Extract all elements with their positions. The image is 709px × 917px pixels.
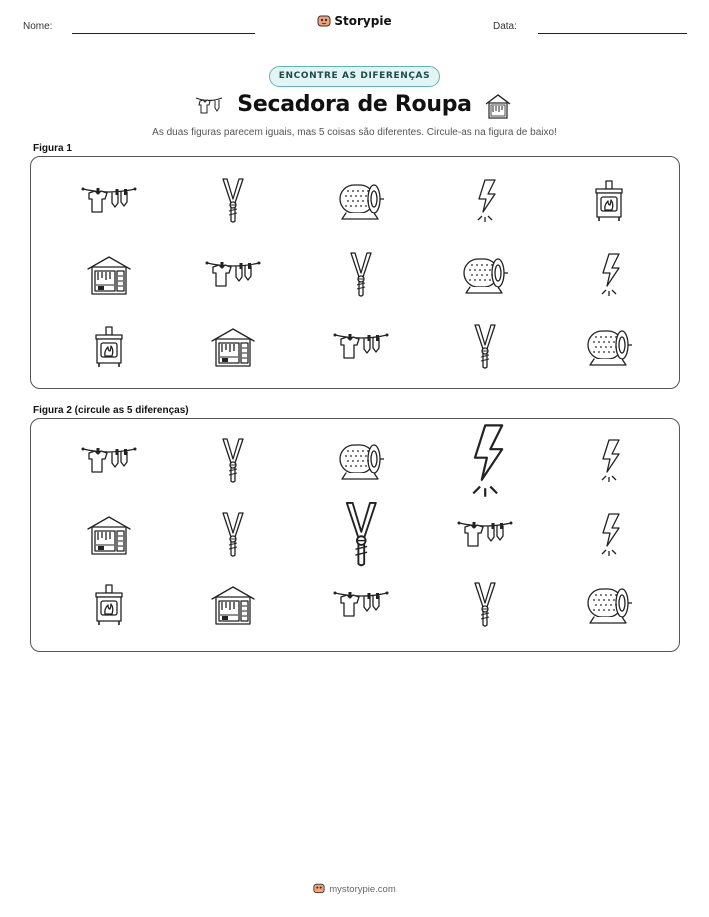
date-line[interactable] (538, 33, 687, 34)
find-differences-badge: ENCONTRE AS DIFERENÇAS (269, 66, 440, 87)
clothesline-icon (74, 169, 144, 233)
storypie-logo-icon (317, 14, 331, 27)
footer-url[interactable]: mystorypie.com (329, 884, 396, 895)
clothespin-icon (326, 243, 396, 307)
name-label: Nome: (23, 21, 53, 32)
shed-icon (484, 92, 512, 120)
clothesline-icon[interactable] (74, 429, 144, 493)
figure2-label: Figura 2 (circule as 5 diferenças) (33, 405, 189, 416)
clothespin-icon[interactable] (450, 573, 520, 637)
clothespin-icon[interactable] (198, 503, 268, 567)
dryer-drum-icon[interactable] (326, 429, 396, 493)
dryer-drum-icon (574, 315, 644, 379)
figure1-label: Figura 1 (33, 143, 72, 154)
clothespin-icon (450, 315, 520, 379)
clothespin-icon[interactable] (310, 489, 412, 582)
stove-icon (74, 315, 144, 379)
brand-name: Storypie (334, 14, 392, 28)
brand (0, 14, 709, 28)
lightning-icon (450, 169, 520, 233)
dryer-drum-icon (450, 243, 520, 307)
lightning-icon (574, 243, 644, 307)
shed-icon (198, 315, 268, 379)
name-line[interactable] (72, 33, 255, 34)
lightning-icon[interactable] (426, 407, 545, 516)
page-title: Secadora de Roupa (237, 92, 472, 117)
clothesline-icon[interactable] (326, 573, 396, 637)
clothespin-icon[interactable] (198, 429, 268, 493)
dryer-drum-icon (326, 169, 396, 233)
lightning-icon[interactable] (574, 429, 644, 493)
shed-icon (74, 243, 144, 307)
clothesline-icon (198, 243, 268, 307)
stove-icon (574, 169, 644, 233)
clothespin-icon (198, 169, 268, 233)
stove-icon[interactable] (74, 573, 144, 637)
lightning-icon[interactable] (574, 503, 644, 567)
figure2-panel[interactable] (30, 418, 680, 652)
dryer-drum-icon[interactable] (574, 573, 644, 637)
date-label: Data: (493, 21, 517, 32)
shed-icon[interactable] (198, 573, 268, 637)
clothesline-icon[interactable] (450, 503, 520, 567)
shed-icon[interactable] (74, 503, 144, 567)
figure1-panel (30, 156, 680, 389)
instructions: As duas figuras parecem iguais, mas 5 coisas são diferentes. Circule-as na figura de baixo! (152, 127, 557, 138)
clothesline-icon (326, 315, 396, 379)
storypie-logo-icon (313, 882, 325, 894)
footer (0, 882, 709, 895)
